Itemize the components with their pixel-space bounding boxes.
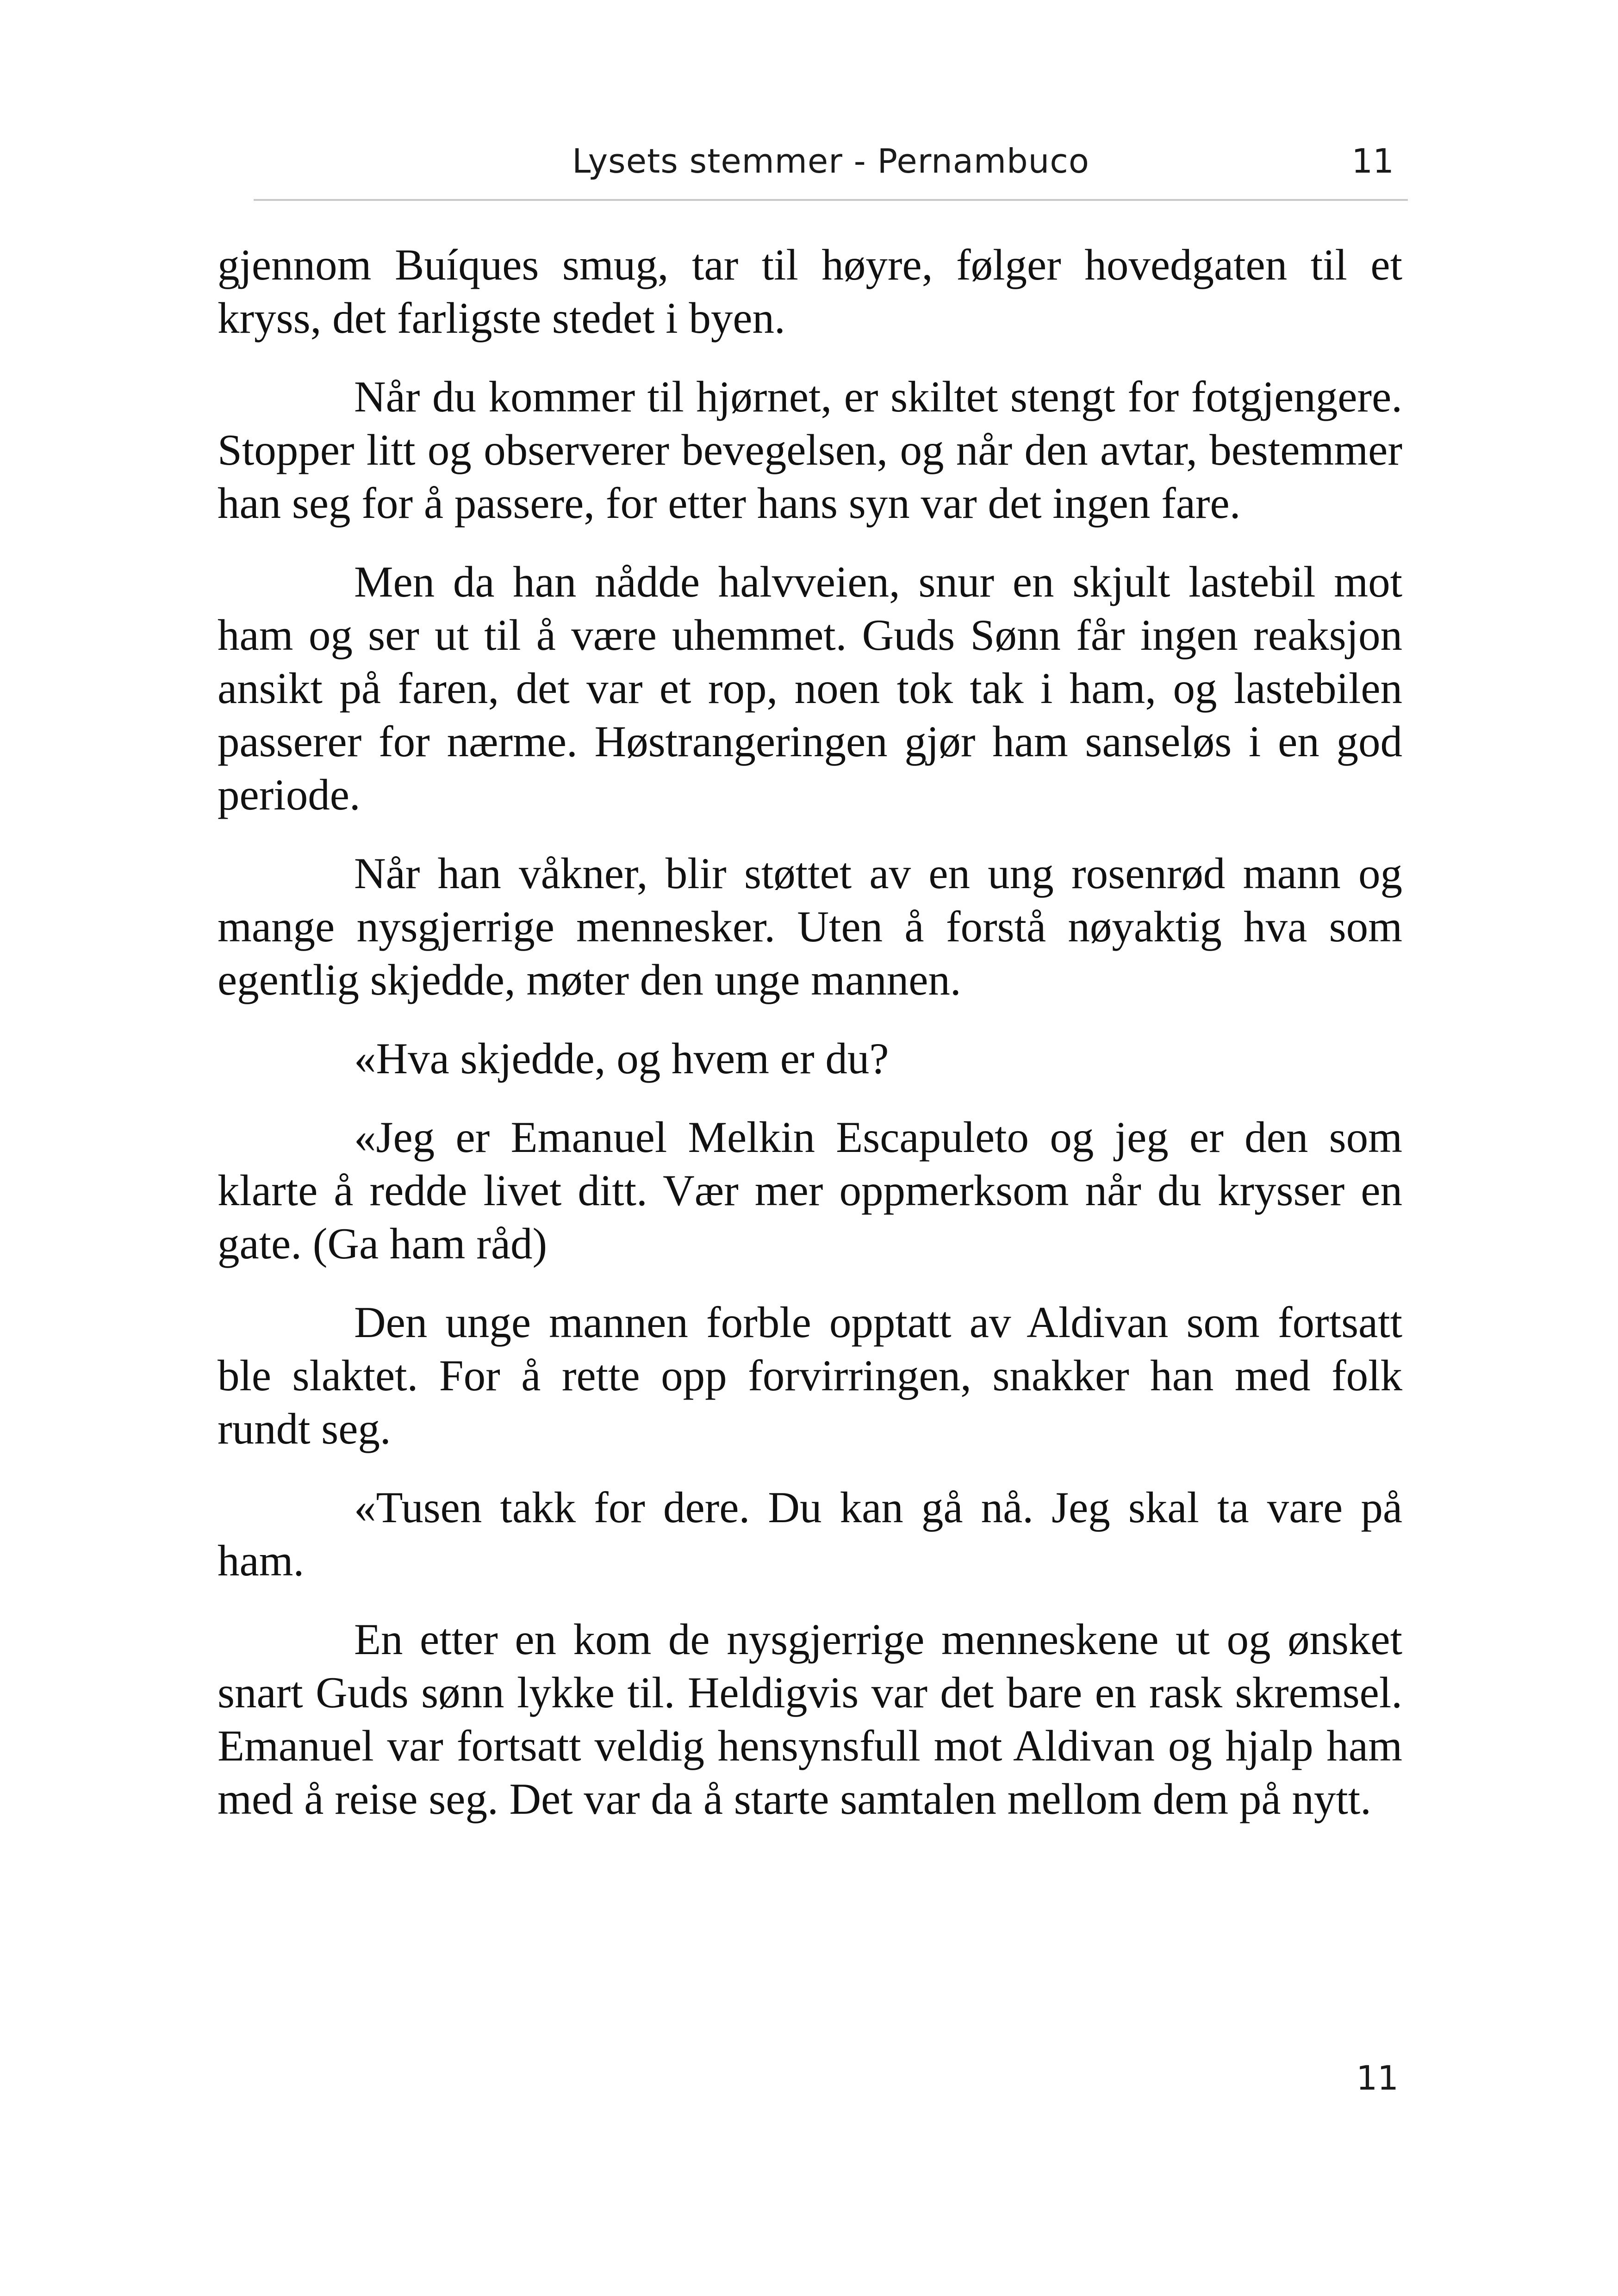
paragraph-1: gjennom Buíques smug, tar til høyre, følger hovedgaten til et kryss, det farligste stedet i byen.	[218, 240, 1402, 342]
paragraph-7: Den unge mannen forble opptatt av Aldivan som fortsatt ble slaktet. For å rette opp forvirringen, snakker han med folk rundt seg.	[218, 1298, 1402, 1453]
paragraph-2: Når du kommer til hjørnet, er skiltet stengt for fotgjengere. Stopper litt og observerer bevegelsen, og når den avtar, bestemmer han seg for å passere, for etter hans syn var det ingen fare.	[218, 372, 1402, 528]
paragraph-4: Når han våkner, blir støttet av en ung rosenrød mann og mange nysgjerrige mennesker. Uten å forstå nøyaktig hva som egentlig skjedde, møter den unge mannen.	[218, 849, 1402, 1004]
header-title: Lysets stemmer - Pernambuco	[572, 142, 1089, 180]
footer-page-number: 11	[1356, 2059, 1399, 2097]
body-text	[218, 238, 1402, 1851]
header-page-number: 11	[1351, 142, 1394, 180]
running-header	[254, 134, 1408, 201]
paragraph-3: Men da han nådde halvveien, snur en skjult lastebil mot ham og ser ut til å være uhemmet. Guds Sønn får ingen reaksjon ansikt på faren, det var et rop, noen tok tak i ham, og lastebilen passerer for nærme. Høstrangeringen gjør ham sanseløs i en god periode.	[218, 557, 1402, 819]
paragraph-5: «Hva skjedde, og hvem er du?	[354, 1034, 889, 1083]
paragraph-6: «Jeg er Emanuel Melkin Escapuleto og jeg er den som klarte å redde livet ditt. Vær mer oppmerksom når du krysser en gate. (Ga ham råd)	[218, 1113, 1402, 1268]
paragraph-8: «Tusen takk for dere. Du kan gå nå. Jeg skal ta vare på ham.	[218, 1483, 1402, 1585]
paragraph-9: En etter en kom de nysgjerrige menneskene ut og ønsket snart Guds sønn lykke til. Heldigvis var det bare en rask skremsel. Emanuel var fortsatt veldig hensynsfull mot Aldivan og hjalp ham med å reise seg. Det var da å starte samtalen mellom dem på nytt.	[218, 1615, 1402, 1823]
